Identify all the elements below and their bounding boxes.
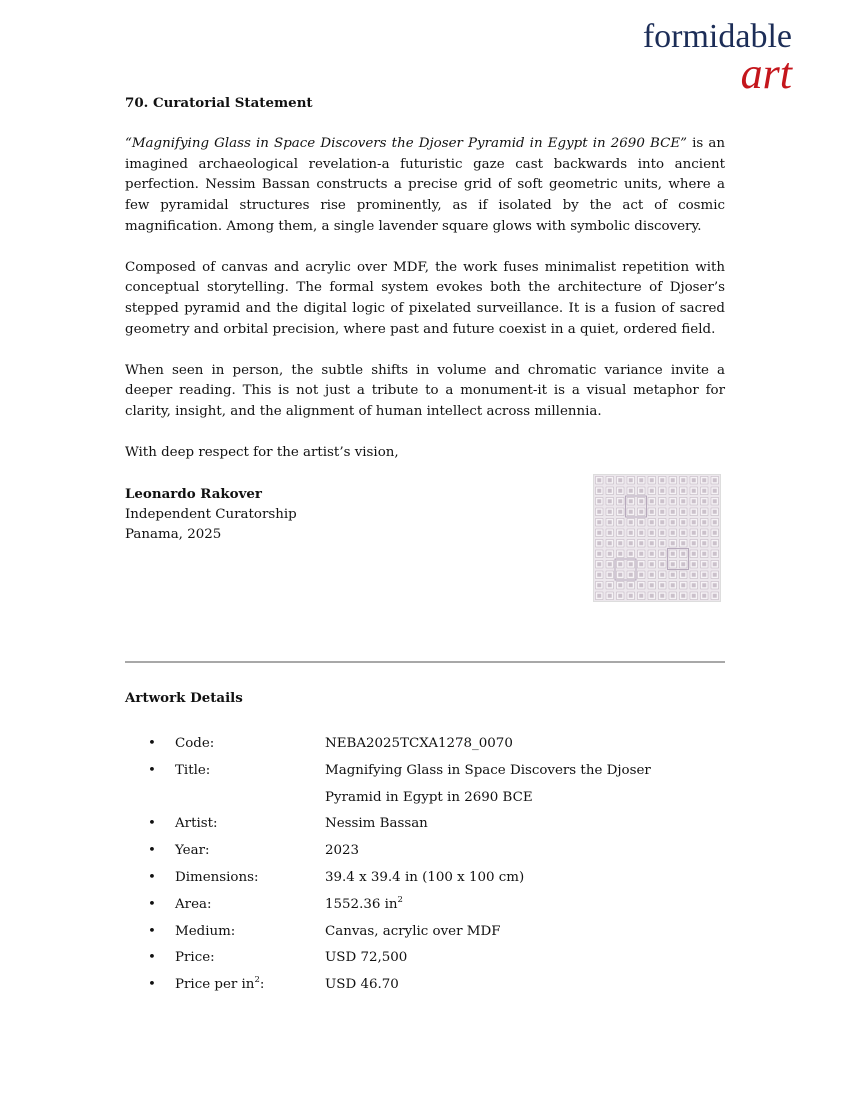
detail-label [175,865,325,892]
detail-label-text: Year: [175,843,210,859]
detail-label-suffix: : [259,977,265,993]
detail-label-text: Code: [175,736,215,751]
detail-value-text: Magnifying Glass in Space Discovers the Djoser Pyramid in Egypt in 2690 BCE [325,762,651,805]
detail-value-text: USD 72,500 [325,950,408,966]
logo-wordmark-formidable: formidable [642,18,792,55]
detail-row [148,811,728,838]
details-heading: Artwork Details [125,690,243,706]
detail-value-superscript: 2 [397,894,403,905]
detail-label [175,838,325,865]
detail-label-text: Medium: [175,923,236,939]
formidable-art-logo [612,18,792,98]
detail-row [148,972,728,999]
detail-value-text: 2023 [325,843,360,859]
detail-value [325,892,705,919]
detail-row [148,892,728,919]
bullet-icon: • [148,869,156,885]
bullet-icon: • [148,977,156,993]
detail-value-text: 39.4 x 39.4 in (100 x 100 cm) [325,869,525,885]
detail-value-text: 1552.36 in [325,896,398,912]
detail-value [325,919,705,946]
detail-label [175,972,325,999]
detail-row [148,919,728,946]
detail-value-text: Canvas, acrylic over MDF [325,923,501,939]
detail-label [175,758,325,785]
bullet-icon: • [148,736,156,751]
detail-value-text: NEBA2025TCXA1278_0070 [325,736,513,751]
signature-place: Panama, 2025 [125,527,222,543]
detail-label-text: Dimensions: [175,869,259,885]
detail-label-text: Artist: [175,816,218,832]
detail-label [175,919,325,946]
detail-value [325,811,705,838]
detail-label [175,892,325,919]
artwork-grid-image [594,475,720,601]
logo-wordmark-art: art [740,49,792,98]
bullet-icon: • [148,923,156,939]
signature-role: Independent Curatorship [125,506,297,522]
detail-label-text: Title: [175,762,211,778]
detail-label-text: Area: [175,896,212,912]
detail-label [175,731,325,758]
signature-name: Leonardo Rakover [125,486,262,503]
bullet-icon: • [148,950,156,966]
detail-value [325,838,705,865]
detail-value [325,731,705,758]
bullet-icon: • [148,843,156,859]
detail-value [325,945,705,972]
detail-label-text: Price: [175,950,215,966]
bullet-icon: • [148,816,156,832]
detail-value-text: USD 46.70 [325,977,399,993]
detail-label [175,945,325,972]
bullet-icon: • [148,762,156,778]
detail-value [325,972,705,999]
artwork-thumbnail [593,474,721,602]
detail-value [325,758,705,812]
detail-label [175,811,325,838]
section-divider [125,661,725,663]
closing-line: With deep respect for the artist’s vision, [125,445,399,461]
detail-value [325,865,705,892]
detail-label-superscript: 2 [254,975,260,986]
detail-value-text: Nessim Bassan [325,816,428,832]
detail-row [148,731,728,758]
artwork-details-list [148,731,728,999]
bullet-icon: • [148,896,156,912]
section-heading: 70. Curatorial Statement [125,95,313,111]
detail-row [148,758,728,812]
paragraph-1 [125,134,725,237]
detail-row [148,945,728,972]
detail-row [148,865,728,892]
paragraph-3: When seen in person, the subtle shifts in volume and chromatic variance invite a deeper reading. This is not just a tribute to a monument-it is a visual metaphor for clarity, insight, and the alignment of human intellect across millennia. [125,362,725,419]
artwork-title-quote: “Magnifying Glass in Space Discovers the Djoser Pyramid in Egypt in 2690 BCE” [125,136,687,152]
detail-label-text: Price per in [175,977,255,993]
paragraph-1-text: is an imagined archaeological revelation-a futuristic gaze cast backwards into ancient perfection. Nessim Bassan constructs a precise grid of soft geometric units, where a few pyramidal structures rise prominently, as if isolated by the act of cosmic magnification. Among them, a single lavender square glows with symbolic discovery. [125,136,725,234]
paragraph-2: Composed of canvas and acrylic over MDF, the work fuses minimalist repetition with conceptual storytelling. The formal system evokes both the architecture of Djoser’s stepped pyramid and the digital logic of pixelated surveillance. It is a fusion of sacred geometry and orbital precision, where past and future coexist in a quiet, ordered field. [125,259,725,337]
detail-row [148,838,728,865]
